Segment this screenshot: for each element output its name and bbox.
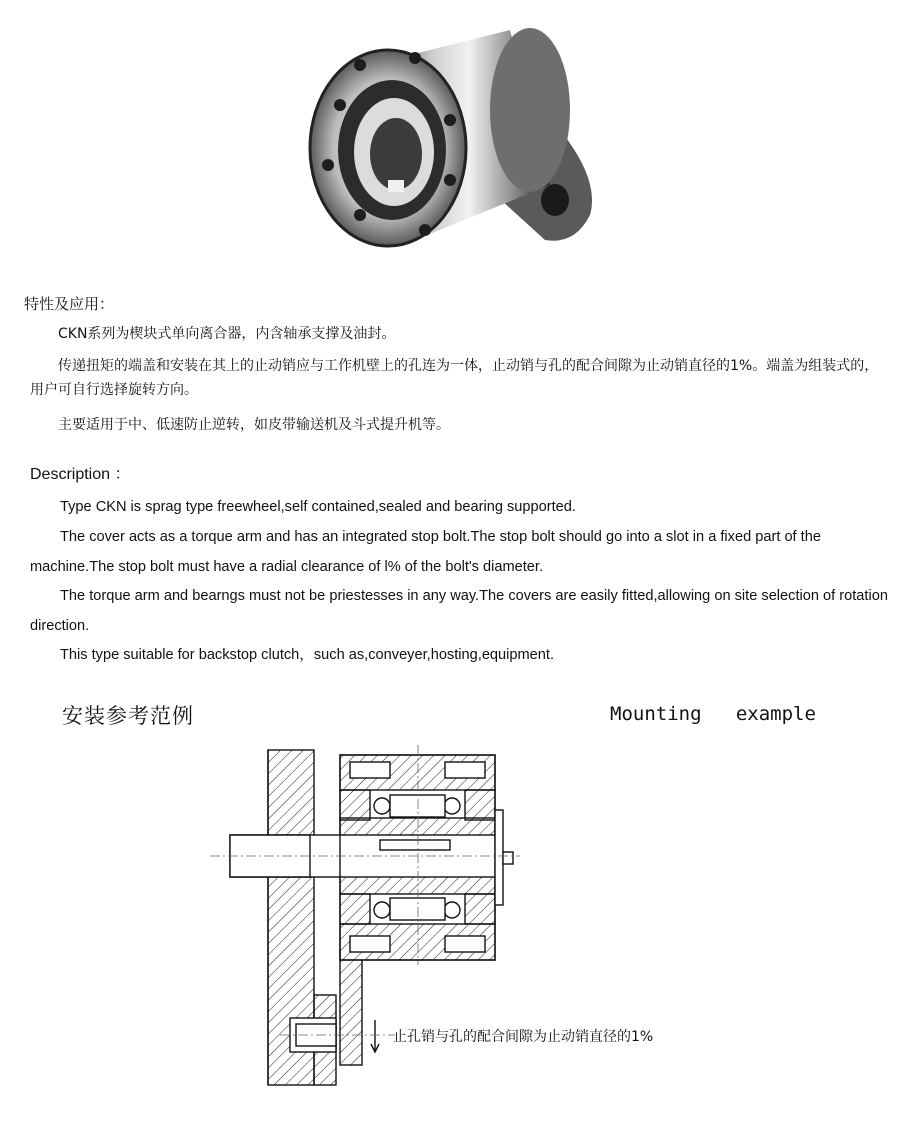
mounting-note: 止孔销与孔的配合间隙为止动销直径的1%: [393, 1029, 654, 1045]
product-photo: [300, 10, 620, 255]
description-paragraph-1: Type CKN is sprag type freewheel,self contained,sealed and bearing supported.: [60, 499, 576, 515]
features-paragraph-3: 主要适用于中、低速防止逆转，如皮带输送机及斗式提升机等。: [58, 417, 450, 433]
features-heading: 特性及应用：: [24, 295, 115, 313]
description-heading: Description ：: [30, 466, 131, 483]
description-paragraph-4: This type suitable for backstop clutch，such as,conveyer,hosting,equipment.: [60, 647, 555, 663]
features-paragraph-2: 传递扭矩的端盖和安装在其上的止动销应与工作机壁上的孔连为一体，止动销与孔的配合间隙为止动销直径的1%。端盖为组装式的，用户可自行选择旋转方向。: [30, 358, 879, 398]
description-paragraph-3: The torque arm and bearngs must not be priestesses in any way.The covers are easily fitted,allowing on site selection of rotation direction.: [30, 588, 888, 634]
mounting-drawing: [200, 740, 530, 1100]
mounting-title-en: Mounting example: [610, 703, 816, 725]
features-paragraph-1: CKN系列为楔块式单向离合器，内含轴承支撑及油封。: [58, 326, 396, 342]
description-paragraph-2: The cover acts as a torque arm and has an integrated stop bolt.The stop bolt should go into a slot in a fixed part of the machine.The stop bolt must have a radial clearance of l% of the bolt's diameter.: [30, 529, 821, 575]
mounting-title-cn: 安装参考范例: [62, 704, 194, 728]
